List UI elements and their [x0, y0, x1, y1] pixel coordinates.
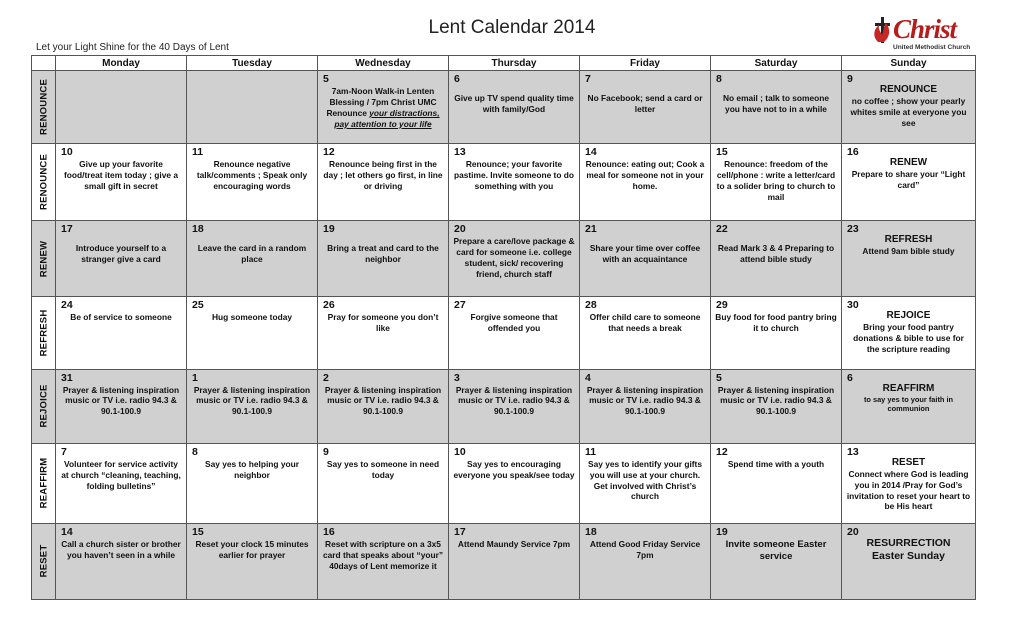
day-number: 17	[61, 223, 73, 236]
day-activity: Leave the card in a random place	[197, 243, 307, 265]
day-cell	[711, 369, 842, 443]
day-number: 8	[716, 73, 722, 85]
day-activity-text: 7am-Noon Walk-in Lenten Blessing / 7pm Christ UMC Renounce	[326, 86, 437, 118]
day-cell	[580, 221, 711, 297]
day-cell	[318, 443, 449, 523]
day-cell	[449, 369, 580, 443]
day-activity: Renounce: eating out; Cook a meal for someone not in your home.	[585, 159, 705, 191]
day-number: 12	[323, 146, 335, 159]
day-activity: Prepare a care/love package & card for someone i.e. college student, sick/ recovering friend, church staff	[453, 236, 575, 280]
day-cell	[56, 369, 187, 443]
day-cell	[711, 221, 842, 297]
day-number: 11	[192, 146, 204, 159]
day-cell	[56, 523, 187, 599]
day-activity: Hug someone today	[211, 312, 293, 323]
day-number: 17	[454, 525, 466, 538]
day-cell	[56, 443, 187, 523]
lent-calendar	[31, 55, 976, 600]
day-number: 19	[323, 223, 335, 236]
week-row	[32, 297, 976, 369]
day-cell	[449, 144, 580, 221]
day-activity: Buy food for food pantry bring it to church	[715, 312, 837, 334]
sunday-theme-heading: RESURRECTION	[866, 536, 951, 549]
day-number: 18	[192, 223, 204, 236]
day-number: 24	[61, 299, 73, 312]
week-theme-label: RENOUNCE	[32, 71, 56, 144]
day-activity: Spend time with a youth	[727, 458, 825, 469]
day-number: 14	[585, 146, 597, 159]
day-cell	[449, 443, 580, 523]
day-number: 25	[192, 299, 204, 312]
day-activity: no coffee ; show your pearly whites smile at everyone you see	[850, 96, 967, 128]
day-cell	[711, 71, 842, 144]
day-number: 6	[454, 73, 460, 85]
week-row	[32, 144, 976, 221]
sunday-theme-heading: RESET	[891, 456, 926, 468]
day-number: 19	[716, 525, 728, 538]
corner-cell	[32, 56, 56, 71]
day-activity: Forgive someone that offended you	[470, 312, 558, 334]
day-activity: Prayer & listening inspiration music or TV i.e. radio 94.3 & 90.1-100.9	[586, 384, 704, 417]
day-number: 26	[323, 299, 335, 312]
day-number: 3	[454, 371, 460, 384]
week-row	[32, 523, 976, 599]
sunday-cell	[842, 523, 976, 599]
week-theme-label: REFRESH	[32, 297, 56, 369]
day-cell	[187, 523, 318, 599]
cross-and-flame-icon	[871, 14, 893, 44]
day-cell	[580, 443, 711, 523]
day-activity: Prayer & listening inspiration music or TV i.e. radio 94.3 & 90.1-100.9	[62, 384, 180, 417]
sunday-cell	[842, 221, 976, 297]
day-activity: Volunteer for service activity at church “cleaning, teaching, folding bulletins”	[61, 458, 181, 491]
day-activity: Read Mark 3 & 4 Preparing to attend bible study	[717, 243, 835, 265]
day-number: 11	[585, 445, 597, 458]
sunday-cell	[842, 443, 976, 523]
day-activity: Give up TV spend quality time with family/God	[454, 93, 574, 114]
day-number: 8	[192, 445, 198, 458]
day-activity: Attend 9am bible study	[862, 246, 955, 257]
page-subtitle: Let your Light Shine for the 40 Days of Lent	[36, 42, 229, 53]
day-cell	[318, 369, 449, 443]
day-cell	[711, 297, 842, 369]
sunday-theme-heading: RENOUNCE	[879, 84, 938, 95]
sunday-cell	[842, 71, 976, 144]
day-header: Sunday	[842, 56, 976, 71]
day-number: 5	[716, 371, 722, 384]
day-cell	[318, 71, 449, 144]
day-cell-empty	[187, 71, 318, 144]
week-theme-label: RESET	[32, 523, 56, 599]
day-cell	[580, 523, 711, 599]
day-activity: Easter Sunday	[872, 549, 945, 562]
week-row	[32, 71, 976, 144]
day-cell	[318, 221, 449, 297]
church-logo	[871, 14, 981, 56]
day-header: Friday	[580, 56, 711, 71]
day-number: 16	[323, 525, 335, 538]
day-activity: Attend Good Friday Service 7pm	[589, 538, 701, 560]
day-activity: Give up your favorite food/treat item today ; give a small gift in secret	[63, 159, 178, 191]
day-header: Saturday	[711, 56, 842, 71]
day-cell	[56, 221, 187, 297]
day-cell	[187, 443, 318, 523]
page-title: Lent Calendar 2014	[428, 17, 596, 38]
day-number: 7	[61, 445, 67, 458]
day-activity: Say yes to identify your gifts you will use at your church. Get involved with Christ’s church	[587, 458, 703, 502]
day-number: 1	[192, 371, 198, 384]
day-activity: Say yes to helping your neighbor	[204, 458, 299, 480]
day-number: 20	[847, 525, 859, 538]
day-activity: No Facebook; send a card or letter	[587, 93, 703, 114]
day-activity: Renounce: freedom of the cell/phone : write a letter/card to a solider bring to church to mail	[716, 159, 836, 202]
day-number: 4	[585, 371, 591, 384]
day-cell	[56, 297, 187, 369]
day-header: Wednesday	[318, 56, 449, 71]
week-theme-label: RENOUNCE	[32, 144, 56, 221]
day-activity: Bring your food pantry donations & bible to use for the scripture reading	[853, 322, 964, 355]
day-number: 6	[847, 371, 853, 384]
day-activity: Offer child care to someone that needs a break	[589, 312, 701, 334]
day-header: Thursday	[449, 56, 580, 71]
day-cell	[449, 523, 580, 599]
day-cell	[580, 71, 711, 144]
weekday-header-row	[32, 56, 976, 71]
day-activity: Prayer & listening inspiration music or TV i.e. radio 94.3 & 90.1-100.9	[193, 384, 311, 417]
day-number: 22	[716, 223, 728, 236]
day-number: 5	[323, 73, 329, 85]
day-number: 29	[716, 299, 728, 312]
day-cell	[580, 297, 711, 369]
day-cell	[711, 523, 842, 599]
day-number: 7	[585, 73, 591, 85]
sunday-theme-heading: REJOICE	[886, 310, 931, 322]
week-theme-label: RENEW	[32, 221, 56, 297]
day-number: 13	[847, 445, 859, 458]
day-activity: Pray for someone you don’t like	[327, 312, 439, 334]
day-activity: Share your time over coffee with an acquaintance	[589, 243, 701, 265]
day-number: 14	[61, 525, 73, 538]
sunday-theme-heading: REAFFIRM	[882, 382, 935, 394]
day-activity: Say yes to encouraging everyone you speak/see today	[453, 458, 575, 480]
day-number: 28	[585, 299, 597, 312]
day-activity: Connect where God is leading you in 2014 /Pray for God’s invitation to reset your heart to be His heart	[846, 468, 971, 512]
day-activity: No email ; talk to someone you have not to in a while	[722, 93, 830, 114]
day-cell	[711, 443, 842, 523]
day-activity: Invite someone Easter service	[725, 538, 827, 563]
day-activity: Call a church sister or brother you haven’t seen in a while	[61, 538, 181, 560]
day-activity: Reset your clock 15 minutes earlier for prayer	[195, 538, 309, 560]
day-cell	[56, 144, 187, 221]
week-row	[32, 369, 976, 443]
week-theme-label: REJOICE	[32, 369, 56, 443]
day-number: 10	[61, 146, 73, 159]
day-number: 15	[192, 525, 204, 538]
day-cell	[187, 221, 318, 297]
day-activity: Prepare to share your “Light card”	[851, 169, 966, 191]
sunday-theme-heading: REFRESH	[884, 234, 933, 246]
day-cell	[318, 523, 449, 599]
day-number: 2	[323, 371, 329, 384]
day-cell	[449, 71, 580, 144]
day-activity: Be of service to someone	[70, 312, 172, 323]
day-activity: Attend Maundy Service 7pm	[457, 538, 571, 549]
day-number: 31	[61, 371, 73, 384]
day-number: 9	[847, 73, 853, 85]
sunday-cell	[842, 297, 976, 369]
day-number: 15	[716, 146, 728, 159]
day-cell	[449, 297, 580, 369]
day-activity: Introduce yourself to a stranger give a card	[75, 243, 167, 265]
logo-wordmark: Christ	[893, 14, 957, 44]
sunday-cell	[842, 369, 976, 443]
day-number: 23	[847, 223, 859, 236]
day-activity: Reset with scripture on a 3x5 card that speaks about “your” 40days of Lent memorize it	[322, 538, 444, 571]
day-cell	[187, 144, 318, 221]
day-cell	[580, 144, 711, 221]
day-cell	[187, 369, 318, 443]
logo-subtitle: United Methodist Church	[893, 44, 971, 51]
day-number: 18	[585, 525, 597, 538]
day-cell-empty	[56, 71, 187, 144]
day-cell	[318, 144, 449, 221]
day-number: 10	[454, 445, 466, 458]
day-activity: Say yes to someone in need today	[326, 458, 440, 480]
day-number: 30	[847, 299, 859, 312]
day-cell	[318, 297, 449, 369]
week-theme-label: REAFFIRM	[32, 443, 56, 523]
day-header: Tuesday	[187, 56, 318, 71]
day-activity	[318, 71, 448, 130]
day-activity: Renounce negative talk/comments ; Speak only encouraging words	[196, 159, 308, 191]
sunday-cell	[842, 144, 976, 221]
day-number: 16	[847, 146, 859, 159]
sunday-theme-heading: RENEW	[889, 157, 928, 169]
day-number: 12	[716, 445, 728, 458]
week-row	[32, 443, 976, 523]
day-cell	[580, 369, 711, 443]
day-header: Monday	[56, 56, 187, 71]
day-activity: Renounce; your favorite pastime. Invite someone to do something with you	[453, 159, 575, 191]
day-activity: Bring a treat and card to the neighbor	[327, 243, 439, 265]
week-row	[32, 221, 976, 297]
day-cell	[187, 297, 318, 369]
day-number: 20	[454, 223, 466, 236]
day-number: 13	[454, 146, 466, 159]
day-activity: Prayer & listening inspiration music or TV i.e. radio 94.3 & 90.1-100.9	[455, 384, 573, 417]
day-number: 21	[585, 223, 597, 236]
day-activity: to say yes to your faith in communion	[863, 394, 954, 414]
day-number: 9	[323, 445, 329, 458]
day-cell	[449, 221, 580, 297]
day-activity: Prayer & listening inspiration music or TV i.e. radio 94.3 & 90.1-100.9	[324, 384, 442, 417]
day-cell	[711, 144, 842, 221]
day-activity-emphasis: your distractions, pay attention to your life	[334, 107, 440, 129]
day-activity: Renounce being first in the day ; let others go first, in line or driving	[323, 159, 443, 191]
day-activity: Prayer & listening inspiration music or TV i.e. radio 94.3 & 90.1-100.9	[717, 384, 835, 417]
day-number: 27	[454, 299, 466, 312]
